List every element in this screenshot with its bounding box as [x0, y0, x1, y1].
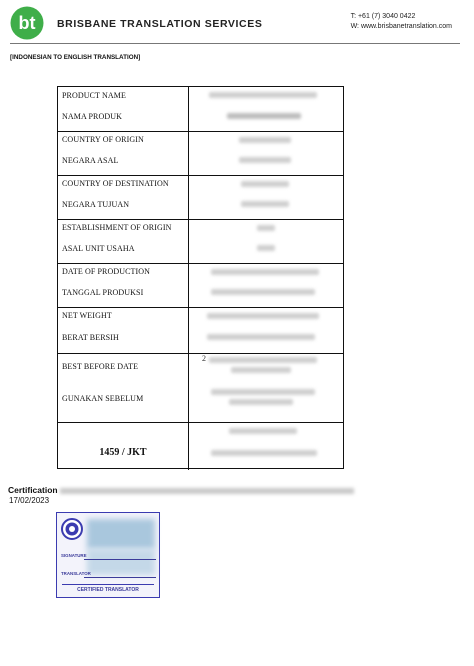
certification-label: Certification: [8, 485, 58, 495]
label-id: NEGARA TUJUAN: [62, 200, 130, 209]
label-id: NAMA PRODUK: [62, 112, 122, 121]
redacted-stamp-details: [87, 519, 155, 549]
brand-name: BRISBANE TRANSLATION SERVICES: [57, 18, 263, 30]
redacted-value: [189, 176, 343, 219]
label-id: NEGARA ASAL: [62, 156, 119, 165]
label-cell: [58, 87, 189, 131]
label-en: PRODUCT NAME: [62, 91, 126, 100]
label-cell: [58, 354, 189, 422]
svg-text:bt: bt: [18, 13, 36, 33]
value-prefix: 2: [202, 354, 206, 363]
table-row-date-of-production: [58, 264, 343, 308]
document-label: [INDONESIAN TO ENGLISH TRANSLATION]: [10, 54, 141, 61]
label-en: DATE OF PRODUCTION: [62, 267, 151, 276]
website: W: www.brisbanetranslation.com: [350, 22, 452, 30]
table-row-approval-code: [58, 423, 343, 470]
label-id: GUNAKAN SEBELUM: [62, 394, 144, 403]
brand-logo-icon: [10, 6, 46, 40]
label-id: ASAL UNIT USAHA: [62, 244, 135, 253]
redacted-value: [189, 87, 343, 131]
label-en: ESTABLISHMENT OF ORIGIN: [62, 223, 172, 232]
label-cell: [58, 264, 189, 307]
table-row-product-name: [58, 87, 343, 132]
redacted-certification-text: [60, 488, 354, 494]
header-divider: [10, 43, 460, 44]
table-row-country-of-origin: [58, 132, 343, 176]
label-cell: [58, 176, 189, 219]
redacted-value: [189, 308, 343, 353]
table-row-establishment-of-origin: [58, 220, 343, 264]
label-id: TANGGAL PRODUKSI: [62, 288, 144, 297]
certification-block: [8, 485, 468, 509]
table-row-net-weight: [58, 308, 343, 354]
signature-line: [84, 559, 156, 560]
redacted-value: [189, 132, 343, 175]
label-en: COUNTRY OF ORIGIN: [62, 135, 144, 144]
certification-date: 17/02/2023: [9, 496, 50, 505]
phone-number: T: +61 (7) 3040 0422: [350, 13, 416, 20]
label-en: NET WEIGHT: [62, 311, 112, 320]
signature-label: SIGNATURE: [61, 553, 87, 558]
naati-seal-icon: [61, 518, 83, 540]
approval-code: 1459 / JKT: [99, 447, 147, 458]
label-cell: [58, 132, 189, 175]
table-row-country-of-destination: [58, 176, 343, 220]
redacted-value: [189, 264, 343, 307]
letterhead: [10, 6, 464, 42]
label-cell: [58, 308, 189, 353]
contact-info: [351, 12, 452, 31]
label-en: COUNTRY OF DESTINATION: [62, 179, 169, 188]
redacted-stamp-details: [87, 549, 155, 575]
redacted-value: [189, 354, 343, 422]
label-cell: [58, 423, 189, 470]
redacted-value: [189, 220, 343, 263]
redacted-value: [189, 423, 343, 470]
label-en: BEST BEFORE DATE: [62, 362, 139, 371]
label-cell: [58, 220, 189, 263]
stamp-footer: CERTIFIED TRANSLATOR: [62, 584, 154, 594]
translator-line: [84, 577, 156, 578]
certified-translator-stamp: [56, 512, 160, 598]
label-id: BERAT BERSIH: [62, 333, 119, 342]
translator-label: TRANSLATOR: [61, 571, 91, 576]
translation-table: [57, 86, 344, 469]
table-row-best-before-date: [58, 354, 343, 423]
